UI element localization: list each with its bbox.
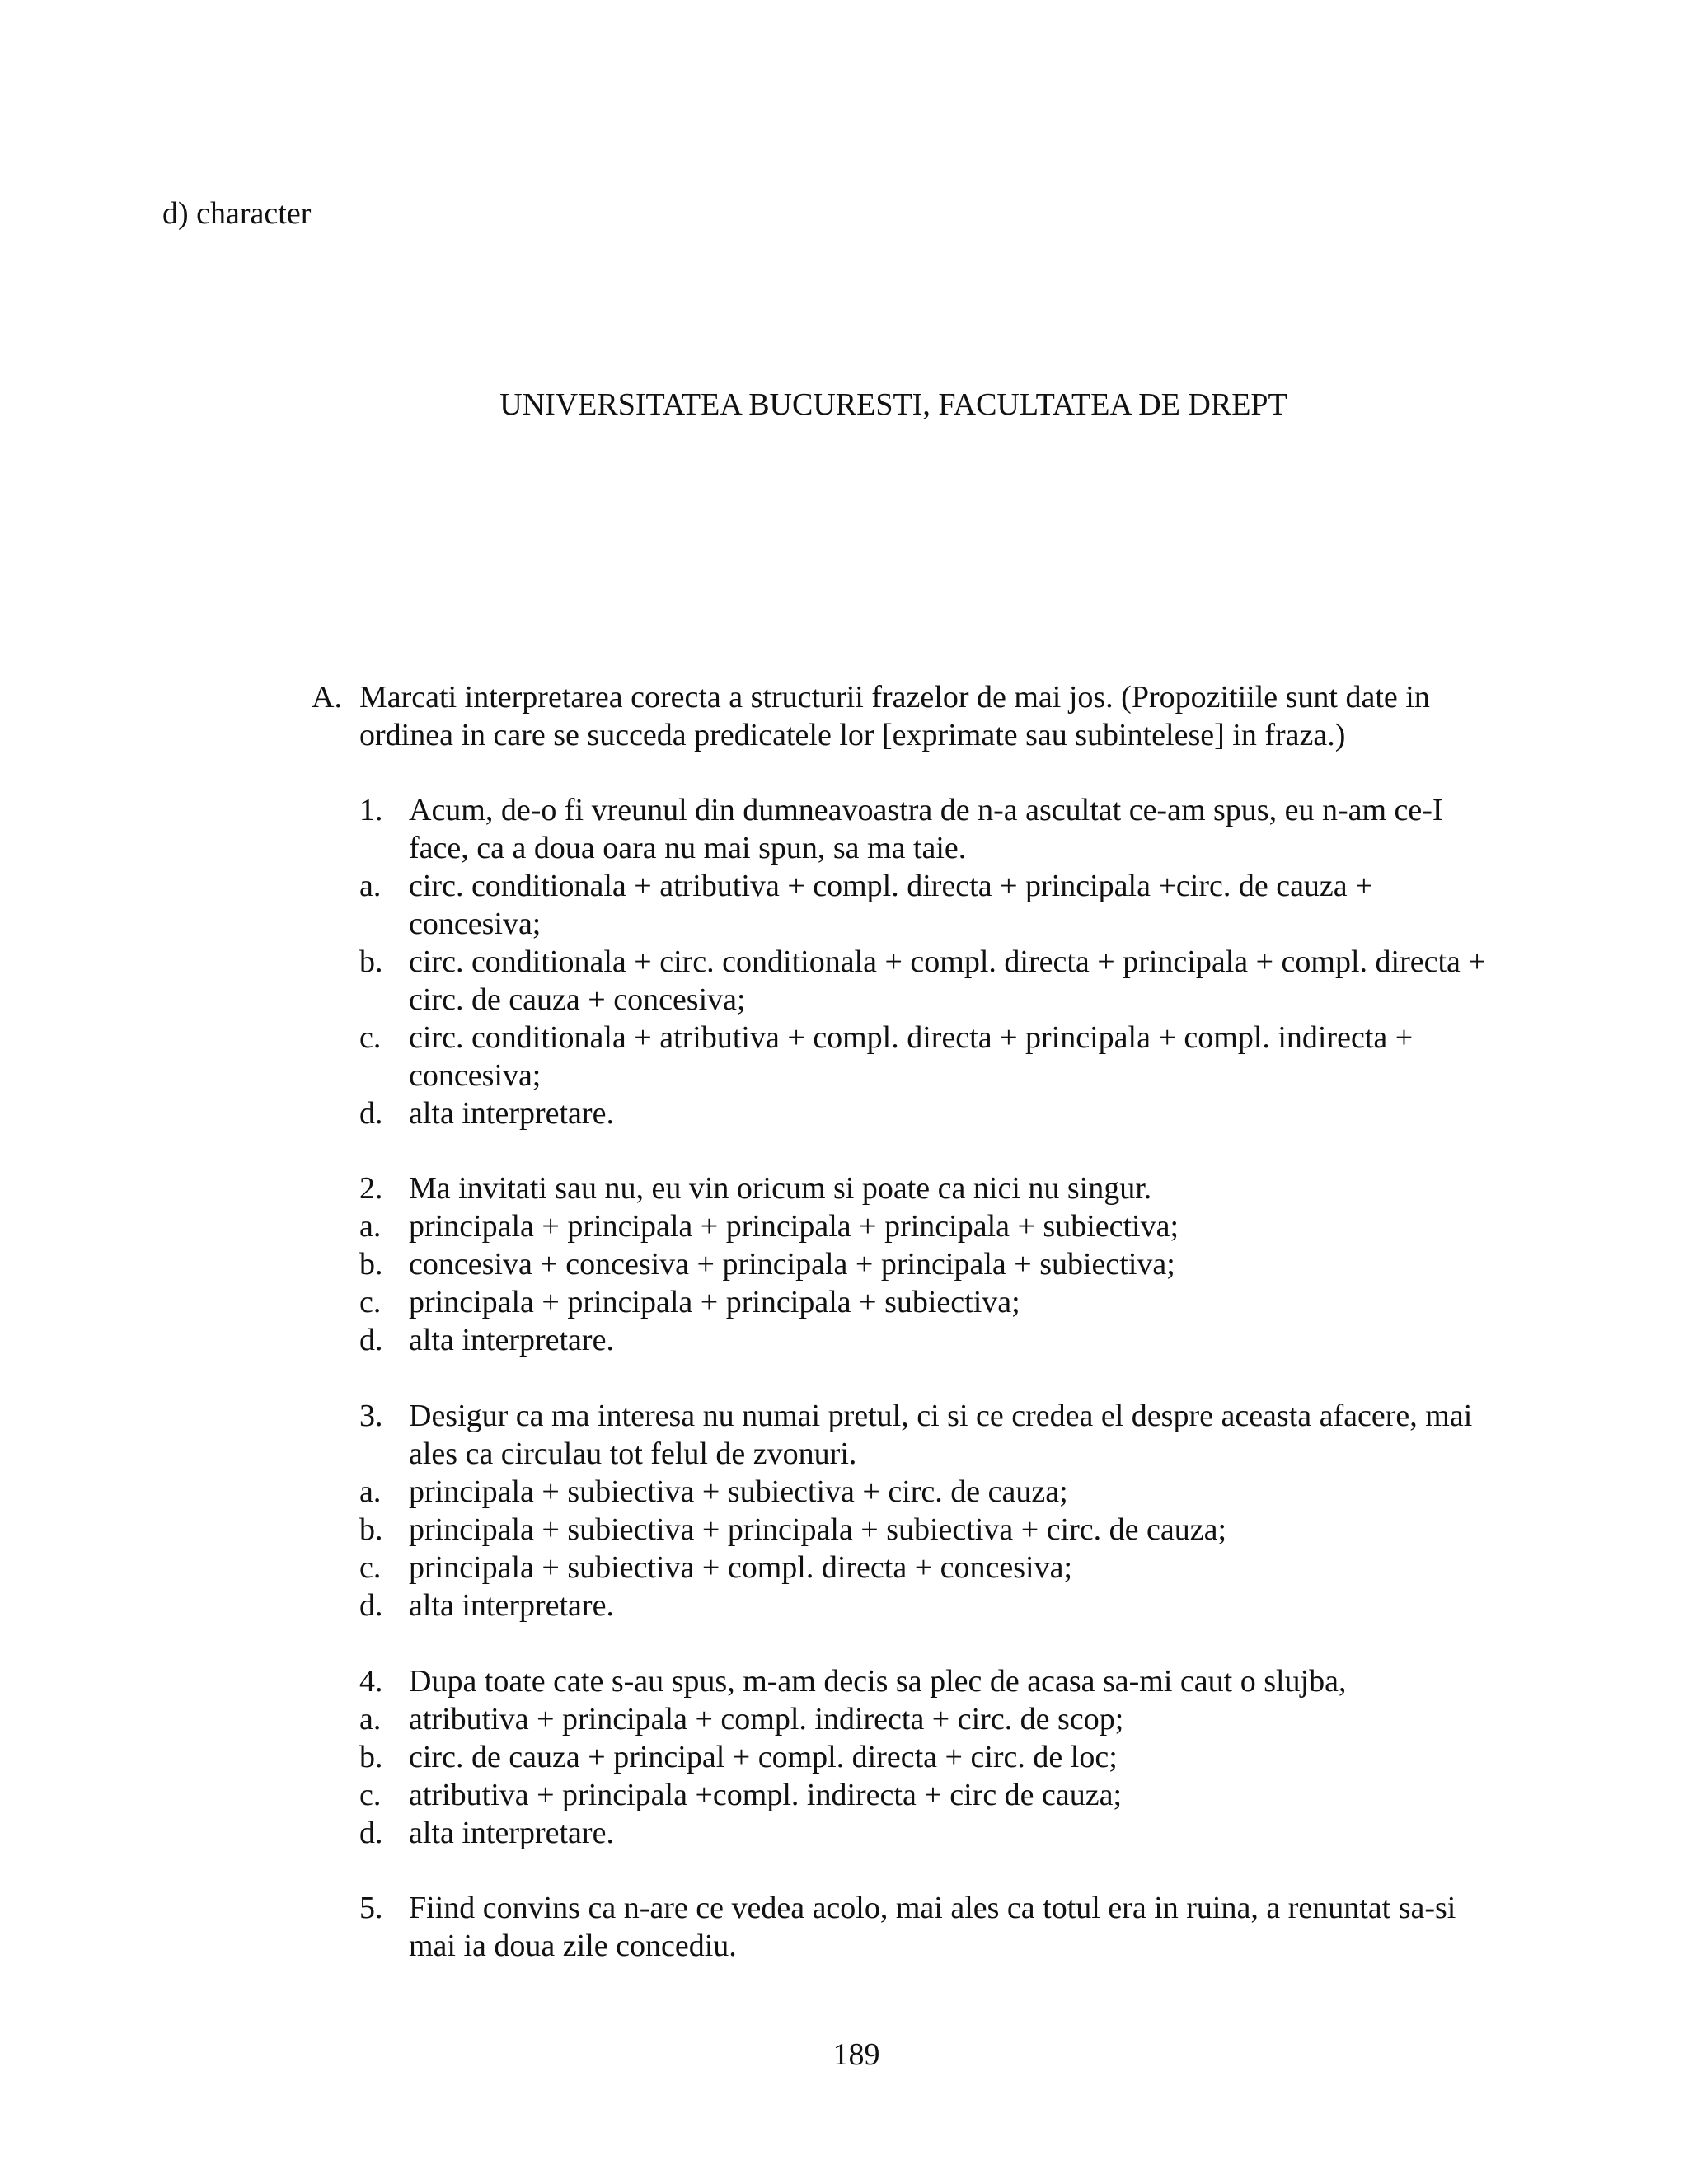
leftover-answer-option: d) character: [162, 196, 312, 231]
section-marker: A.: [312, 680, 342, 715]
university-heading: UNIVERSITATEA BUCURESTI, FACULTATEA DE DREPT: [499, 387, 1287, 422]
option-text: principala + subiectiva + subiectiva + circ. de cauza;: [409, 1474, 1068, 1509]
question-number: 3.: [359, 1399, 383, 1433]
option-text: principala + principala + principala + principala + subiectiva;: [409, 1209, 1179, 1244]
option-letter: c.: [359, 1550, 382, 1585]
option-text: atributiva + principala +compl. indirecta + circ de cauza;: [409, 1778, 1123, 1812]
question-number: 1.: [359, 793, 383, 827]
option-text: principala + subiectiva + principala + subiectiva + circ. de cauza;: [409, 1512, 1227, 1547]
option-text: alta interpretare.: [409, 1588, 614, 1623]
option-text: circ. conditionala + atributiva + compl. directa + principala +circ. de cauza + concesiva;: [409, 869, 1373, 941]
section-instruction: Marcati interpretarea corecta a structurii frazelor de mai jos. (Propozitiile sunt date in ordinea in care se succeda predicatele lor [exprimate sau subintelese] in fraza.): [359, 680, 1430, 752]
question-number: 2.: [359, 1171, 383, 1206]
option-letter: a.: [359, 1474, 382, 1509]
option-letter: b.: [359, 1247, 383, 1282]
option-text: alta interpretare.: [409, 1323, 614, 1357]
option-text: principala + principala + principala + subiectiva;: [409, 1285, 1020, 1319]
page-number: 189: [832, 2037, 880, 2072]
option-letter: c.: [359, 1285, 382, 1319]
option-letter: a.: [359, 869, 382, 903]
option-letter: d.: [359, 1323, 383, 1357]
question-text: Dupa toate cate s-au spus, m-am decis sa plec de acasa sa-mi caut o slujba,: [409, 1664, 1347, 1699]
question-text: Fiind convins ca n-are ce vedea acolo, mai ales ca totul era in ruina, a renuntat sa-si mai ia doua zile concediu.: [409, 1891, 1456, 1963]
option-letter: d.: [359, 1096, 383, 1131]
option-text: principala + subiectiva + compl. directa + concesiva;: [409, 1550, 1072, 1585]
option-text: circ. conditionala + circ. conditionala + compl. directa + principala + compl. directa + circ. de cauza + concesiva;: [409, 944, 1486, 1017]
question-text: Desigur ca ma interesa nu numai pretul, ci si ce credea el despre aceasta afacere, mai ales ca circulau tot felul de zvonuri.: [409, 1399, 1473, 1471]
question-text: Acum, de-o fi vreunul din dumneavoastra de n-a ascultat ce-am spus, eu n-am ce-I face, ca a doua oara nu mai spun, sa ma taie.: [409, 793, 1443, 865]
option-text: alta interpretare.: [409, 1816, 614, 1850]
option-text: circ. conditionala + atributiva + compl. directa + principala + compl. indirecta + concesiva;: [409, 1020, 1414, 1093]
option-letter: c.: [359, 1778, 382, 1812]
option-letter: a.: [359, 1209, 382, 1244]
option-text: concesiva + concesiva + principala + principala + subiectiva;: [409, 1247, 1175, 1282]
option-letter: c.: [359, 1020, 382, 1055]
option-letter: b.: [359, 1740, 383, 1774]
question-text: Ma invitati sau nu, eu vin oricum si poate ca nici nu singur.: [409, 1171, 1152, 1206]
option-letter: b.: [359, 944, 383, 979]
option-letter: b.: [359, 1512, 383, 1547]
option-text: alta interpretare.: [409, 1096, 614, 1131]
option-text: atributiva + principala + compl. indirecta + circ. de scop;: [409, 1702, 1124, 1736]
option-letter: d.: [359, 1816, 383, 1850]
question-number: 4.: [359, 1664, 383, 1699]
question-number: 5.: [359, 1891, 383, 1925]
option-letter: a.: [359, 1702, 382, 1736]
option-text: circ. de cauza + principal + compl. directa + circ. de loc;: [409, 1740, 1118, 1774]
option-letter: d.: [359, 1588, 383, 1623]
